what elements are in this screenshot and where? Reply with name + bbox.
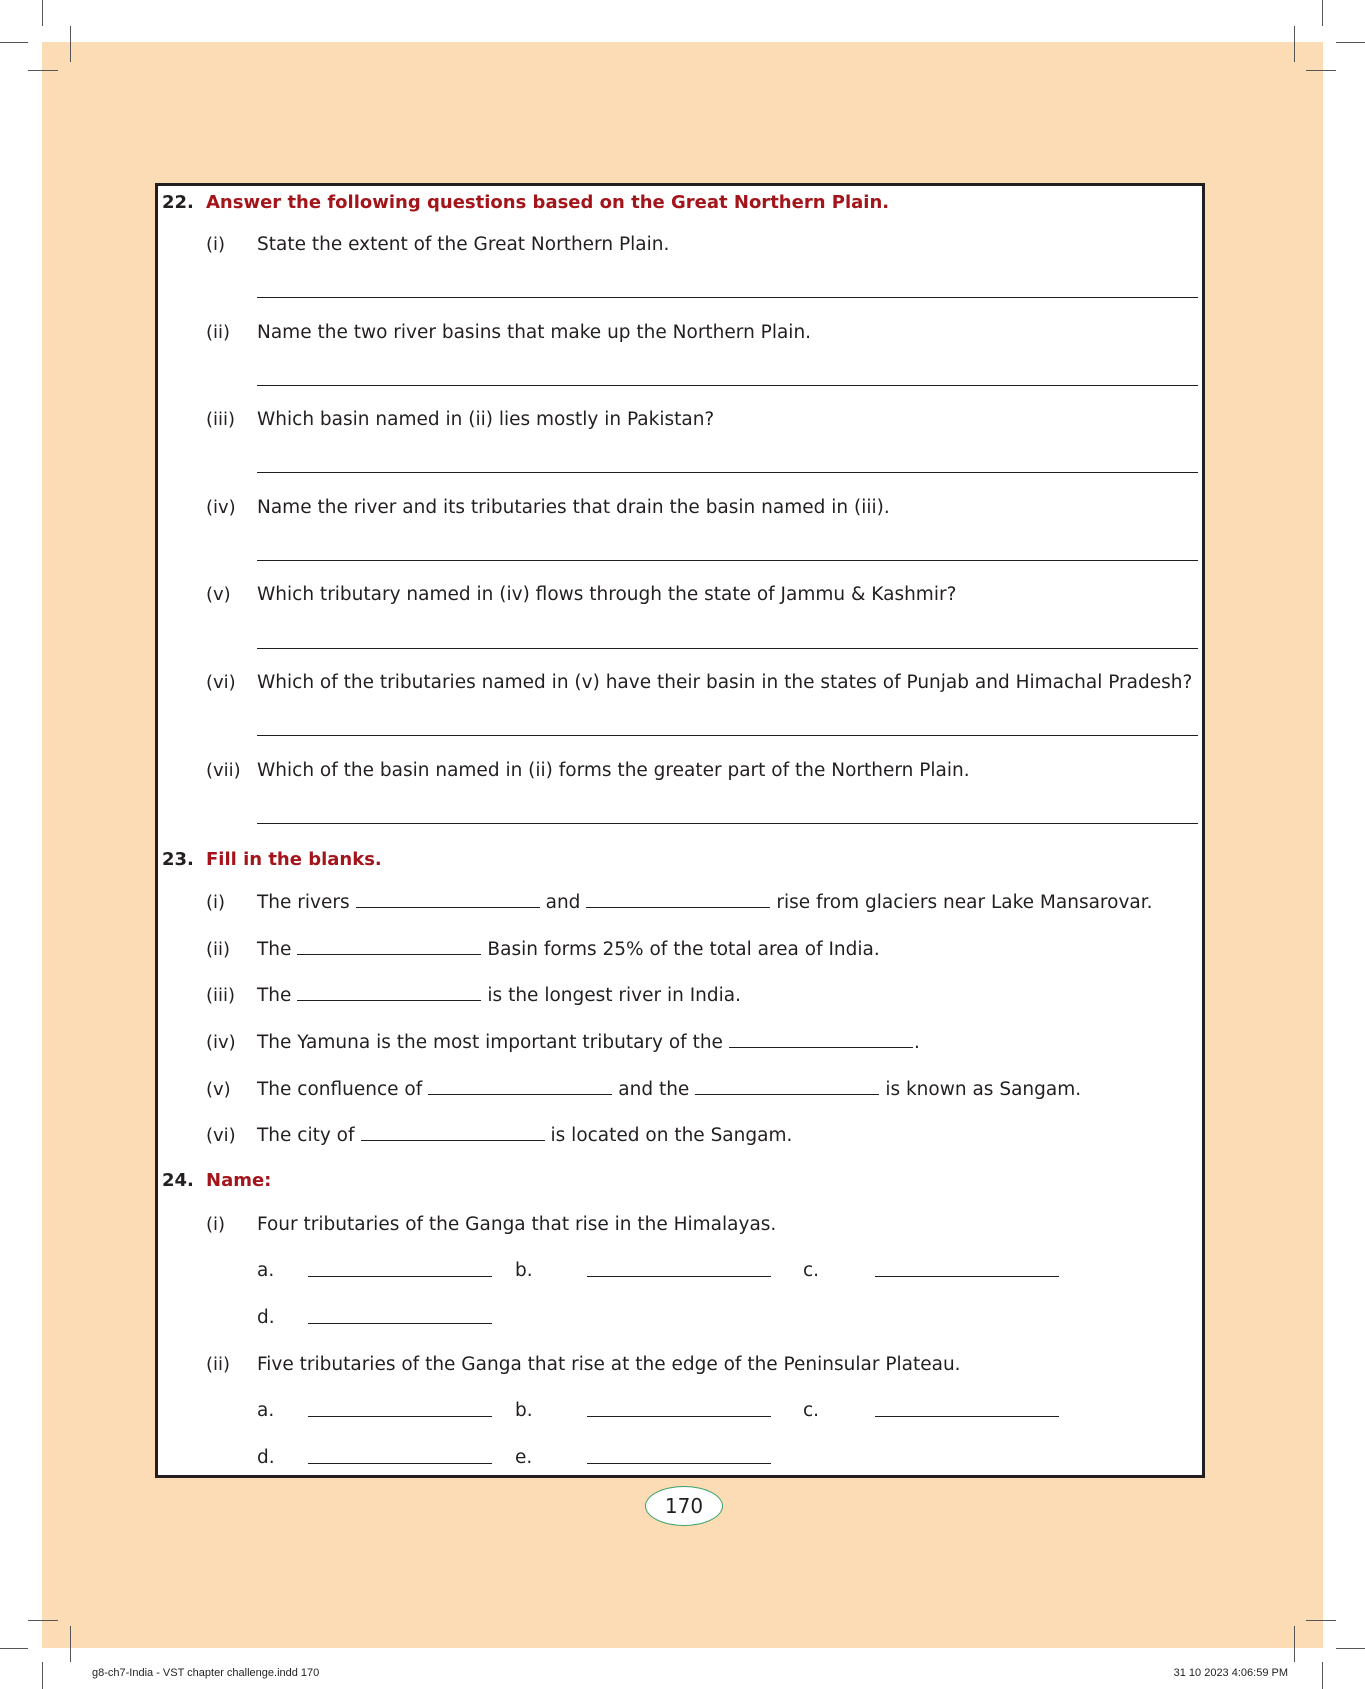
question-heading: Answer the following questions based on the Great Northern Plain. [206, 192, 890, 213]
answer-line[interactable] [257, 385, 1198, 386]
slug-right: 31 10 2023 4:06:59 PM [1173, 1667, 1288, 1679]
crop-mark [1322, 1662, 1323, 1689]
question-number: 23. [162, 849, 194, 870]
option-letter: b. [515, 1400, 533, 1421]
crop-mark [42, 1662, 43, 1689]
sentence-part: The Yamuna is the most important tributary of the [257, 1032, 723, 1053]
crop-mark [1306, 70, 1336, 71]
crop-mark [1336, 42, 1365, 43]
question-text: State the extent of the Great Northern Plain. [257, 234, 670, 255]
sentence-part: The [257, 939, 292, 960]
answer-blank[interactable] [587, 1276, 771, 1277]
question-text: Which of the basin named in (ii) forms the greater part of the Northern Plain. [257, 760, 970, 781]
item-number: (v) [206, 1079, 231, 1100]
item-number: (ii) [206, 322, 231, 343]
page-number-label: 170 [664, 1494, 704, 1518]
answer-blank[interactable] [587, 1463, 771, 1464]
answer-line[interactable] [257, 648, 1198, 649]
item-number: (vii) [206, 760, 241, 781]
blank[interactable] [729, 1046, 913, 1048]
answer-line[interactable] [257, 560, 1198, 561]
crop-mark [28, 1620, 58, 1621]
sentence-part: The confluence of [257, 1079, 423, 1100]
crop-mark [42, 0, 43, 26]
sentence-part: is located on the Sangam. [550, 1125, 793, 1146]
question-number: 24. [162, 1170, 194, 1191]
option-letter: e. [515, 1447, 533, 1468]
fill-blank-sentence [257, 892, 1153, 913]
crop-mark [1336, 1648, 1365, 1649]
sentence-part: is the longest river in India. [487, 985, 741, 1006]
sentence-part: Basin forms 25% of the total area of India. [487, 939, 880, 960]
question-text: Which tributary named in (iv) flows through the state of Jammu & Kashmir? [257, 584, 957, 605]
answer-line[interactable] [257, 735, 1198, 736]
sentence-part: . [913, 1032, 920, 1053]
question-text: Which of the tributaries named in (v) have their basin in the states of Punjab and Himachal Pradesh? [257, 672, 1193, 693]
sentence-part: The city of [257, 1125, 355, 1146]
blank[interactable] [356, 906, 540, 908]
fill-blank-sentence [257, 985, 741, 1006]
option-letter: c. [803, 1260, 820, 1281]
answer-blank[interactable] [875, 1416, 1059, 1417]
worksheet-box [155, 183, 1205, 1478]
question-text: Name the river and its tributaries that drain the basin named in (iii). [257, 497, 890, 518]
answer-line[interactable] [257, 472, 1198, 473]
item-number: (iv) [206, 497, 236, 518]
page-number [645, 1486, 723, 1526]
answer-line[interactable] [257, 823, 1198, 824]
blank[interactable] [586, 906, 770, 908]
sentence-part: The rivers [257, 892, 350, 913]
item-number: (ii) [206, 1354, 231, 1375]
option-letter: b. [515, 1260, 533, 1281]
option-letter: d. [257, 1307, 275, 1328]
item-number: (i) [206, 892, 226, 913]
fill-blank-sentence [257, 1032, 920, 1053]
blank[interactable] [297, 999, 481, 1001]
sentence-part: and [545, 892, 581, 913]
item-number: (iii) [206, 985, 236, 1006]
crop-mark [1294, 1626, 1295, 1662]
sentence-part: and the [618, 1079, 690, 1100]
item-number: (i) [206, 234, 226, 255]
item-number: (vi) [206, 672, 236, 693]
question-number: 22. [162, 192, 194, 213]
crop-mark [1322, 0, 1323, 26]
option-letter: a. [257, 1400, 275, 1421]
answer-blank[interactable] [308, 1276, 492, 1277]
fill-blank-sentence [257, 1125, 792, 1146]
question-text: Name the two river basins that make up the Northern Plain. [257, 322, 812, 343]
question-heading: Fill in the blanks. [206, 849, 382, 870]
slug-left: g8-ch7-India - VST chapter challenge.indd 170 [92, 1667, 320, 1679]
item-number: (ii) [206, 939, 231, 960]
crop-mark [1294, 26, 1295, 62]
question-text: Four tributaries of the Ganga that rise in the Himalayas. [257, 1214, 777, 1235]
item-number: (vi) [206, 1125, 236, 1146]
answer-blank[interactable] [308, 1323, 492, 1324]
item-number: (iv) [206, 1032, 236, 1053]
question-heading: Name: [206, 1170, 272, 1191]
answer-blank[interactable] [875, 1276, 1059, 1277]
answer-line[interactable] [257, 297, 1198, 298]
blank[interactable] [428, 1093, 612, 1095]
item-number: (iii) [206, 409, 236, 430]
sentence-part: is known as Sangam. [885, 1079, 1082, 1100]
crop-mark [28, 70, 58, 71]
crop-mark [1306, 1620, 1336, 1621]
option-letter: a. [257, 1260, 275, 1281]
option-letter: c. [803, 1400, 820, 1421]
crop-mark [0, 1648, 28, 1649]
blank[interactable] [297, 953, 481, 955]
fill-blank-sentence [257, 1079, 1081, 1100]
item-number: (i) [206, 1214, 226, 1235]
blank[interactable] [361, 1139, 545, 1141]
sentence-part: rise from glaciers near Lake Mansarovar. [776, 892, 1153, 913]
option-letter: d. [257, 1447, 275, 1468]
answer-blank[interactable] [308, 1416, 492, 1417]
question-text: Five tributaries of the Ganga that rise at the edge of the Peninsular Plateau. [257, 1354, 961, 1375]
fill-blank-sentence [257, 939, 880, 960]
blank[interactable] [695, 1093, 879, 1095]
crop-mark [70, 26, 71, 62]
crop-mark [0, 42, 28, 43]
crop-mark [70, 1626, 71, 1662]
answer-blank[interactable] [308, 1463, 492, 1464]
question-text: Which basin named in (ii) lies mostly in Pakistan? [257, 409, 715, 430]
answer-blank[interactable] [587, 1416, 771, 1417]
sentence-part: The [257, 985, 292, 1006]
item-number: (v) [206, 584, 231, 605]
